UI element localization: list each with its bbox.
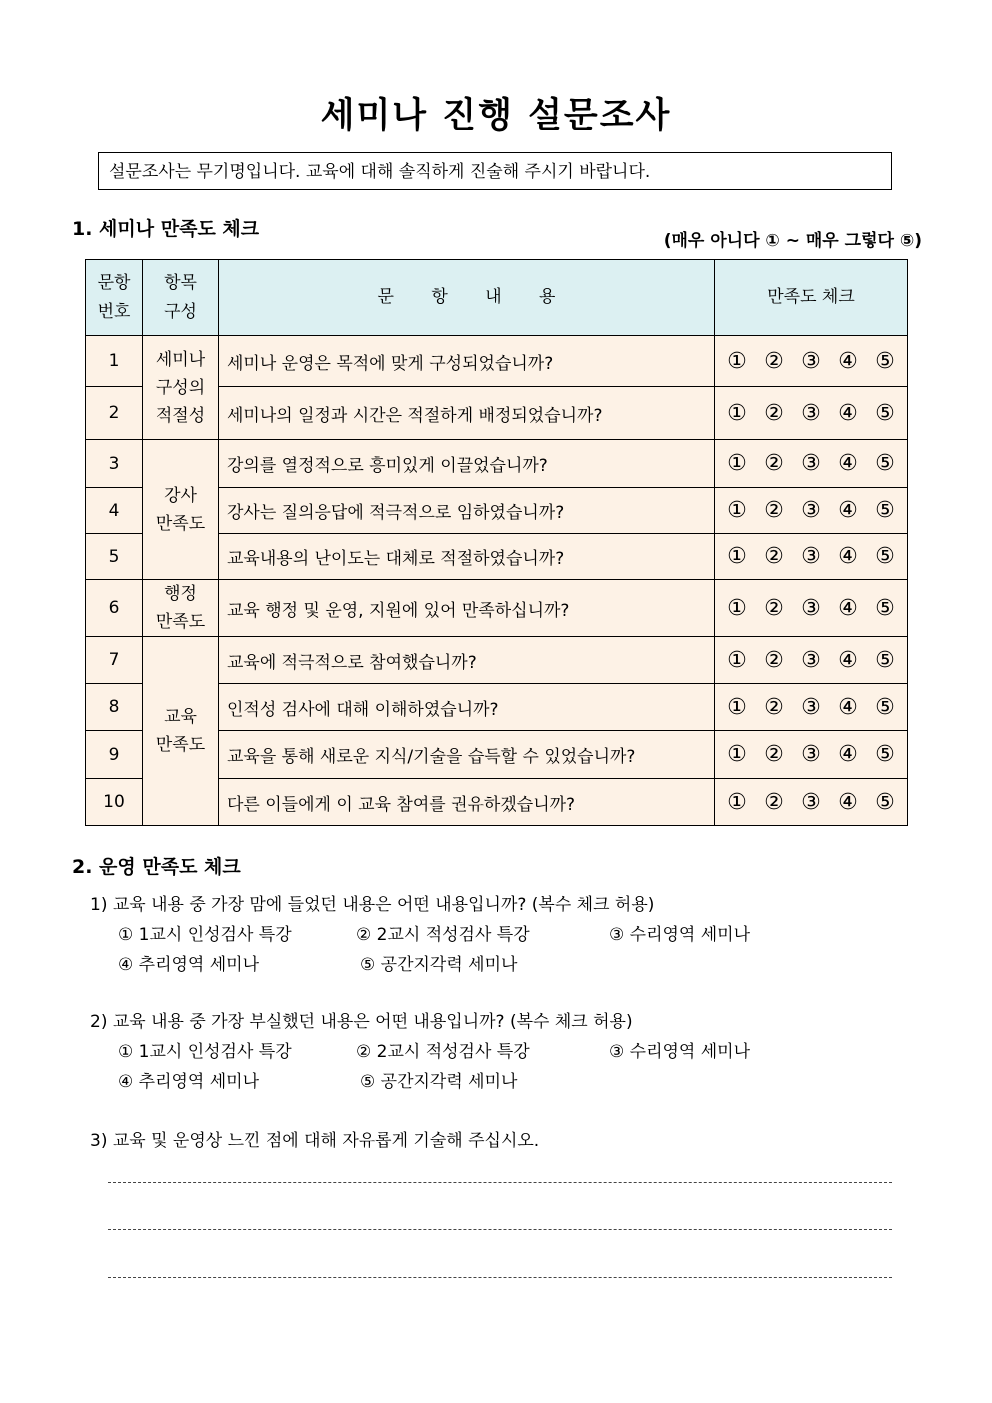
header-category bbox=[143, 260, 219, 336]
table-row bbox=[86, 637, 908, 684]
category-line: 세미나 bbox=[155, 349, 206, 370]
question-text: 교육을 통해 새로운 지식/기술을 습득할 수 있었습니까? bbox=[219, 731, 715, 779]
rating-option-1[interactable]: ① bbox=[727, 694, 747, 720]
question-number: 4 bbox=[86, 488, 143, 534]
rating-option-4[interactable]: ④ bbox=[838, 498, 858, 523]
table-row bbox=[86, 580, 908, 637]
answer-line[interactable] bbox=[108, 1277, 892, 1278]
section2-title: 2. 운영 만족도 체크 bbox=[72, 856, 241, 878]
rating-cell bbox=[715, 731, 908, 779]
rating-option-1[interactable]: ① bbox=[727, 498, 747, 523]
rating-scale-note: (매우 아니다 ① ~ 매우 그렇다 ⑤) bbox=[663, 231, 922, 251]
header-category-line: 구성 bbox=[164, 301, 197, 322]
header-category-line: 항목 bbox=[164, 272, 197, 293]
question-number: 7 bbox=[86, 637, 143, 684]
rating-option-5[interactable]: ⑤ bbox=[875, 348, 895, 374]
rating-option-2[interactable]: ② bbox=[764, 451, 784, 476]
rating-option-3[interactable]: ③ bbox=[801, 694, 821, 720]
section1-title: 1. 세미나 만족도 체크 bbox=[72, 218, 260, 240]
rating-option-5[interactable]: ⑤ bbox=[875, 742, 895, 767]
q1-option[interactable]: ① 1교시 인성검사 특강 bbox=[118, 925, 292, 945]
rating-option-4[interactable]: ④ bbox=[838, 400, 858, 426]
rating-option-3[interactable]: ③ bbox=[801, 400, 821, 426]
category-cell bbox=[143, 336, 219, 440]
category-cell bbox=[143, 580, 219, 637]
table-row bbox=[86, 336, 908, 387]
rating-option-2[interactable]: ② bbox=[764, 742, 784, 767]
q2-option[interactable]: ④ 추리영역 세미나 bbox=[118, 1072, 260, 1092]
rating-option-3[interactable]: ③ bbox=[801, 595, 821, 621]
notice-box: 설문조사는 무기명입니다. 교육에 대해 솔직하게 진술해 주시기 바랍니다. bbox=[98, 152, 892, 190]
rating-option-5[interactable]: ⑤ bbox=[875, 498, 895, 523]
question-number: 2 bbox=[86, 387, 143, 440]
category-line: 교육 bbox=[164, 707, 197, 727]
header-rating: 만족도 체크 bbox=[715, 260, 908, 336]
header-num-line: 번호 bbox=[97, 301, 131, 322]
rating-option-4[interactable]: ④ bbox=[838, 348, 858, 374]
rating-option-2[interactable]: ② bbox=[764, 400, 784, 426]
question-text: 강의를 열정적으로 흥미있게 이끌었습니까? bbox=[219, 440, 715, 488]
category-cell bbox=[143, 440, 219, 580]
q2-option[interactable]: ⑤ 공간지각력 세미나 bbox=[360, 1072, 518, 1092]
rating-option-1[interactable]: ① bbox=[727, 348, 747, 374]
rating-cell bbox=[715, 684, 908, 731]
rating-option-1[interactable]: ① bbox=[727, 789, 747, 815]
rating-option-4[interactable]: ④ bbox=[838, 595, 858, 621]
rating-option-2[interactable]: ② bbox=[764, 647, 784, 673]
rating-option-5[interactable]: ⑤ bbox=[875, 544, 895, 569]
table-header-row bbox=[86, 260, 908, 336]
question-number: 3 bbox=[86, 440, 143, 488]
rating-option-3[interactable]: ③ bbox=[801, 498, 821, 523]
q1-option[interactable]: ④ 추리영역 세미나 bbox=[118, 955, 260, 975]
rating-option-3[interactable]: ③ bbox=[801, 742, 821, 767]
question-text: 인적성 검사에 대해 이해하였습니까? bbox=[219, 684, 715, 731]
q1-option[interactable]: ② 2교시 적성검사 특강 bbox=[356, 925, 530, 945]
category-line: 적절성 bbox=[155, 405, 206, 426]
rating-option-4[interactable]: ④ bbox=[838, 694, 858, 720]
rating-option-3[interactable]: ③ bbox=[801, 348, 821, 374]
rating-cell bbox=[715, 440, 908, 488]
question-number: 10 bbox=[86, 779, 143, 826]
q2-option[interactable]: ② 2교시 적성검사 특강 bbox=[356, 1042, 530, 1062]
question-number: 1 bbox=[86, 336, 143, 387]
rating-option-2[interactable]: ② bbox=[764, 498, 784, 523]
rating-option-3[interactable]: ③ bbox=[801, 544, 821, 569]
rating-option-5[interactable]: ⑤ bbox=[875, 694, 895, 720]
q1-option[interactable]: ⑤ 공간지각력 세미나 bbox=[360, 955, 518, 975]
question-3-text: 3) 교육 및 운영상 느낀 점에 대해 자유롭게 기술해 주십시오. bbox=[90, 1131, 540, 1151]
satisfaction-table bbox=[85, 259, 908, 826]
rating-option-3[interactable]: ③ bbox=[801, 647, 821, 673]
rating-option-1[interactable]: ① bbox=[727, 451, 747, 476]
question-text: 교육에 적극적으로 참여했습니까? bbox=[219, 637, 715, 684]
category-line: 만족도 bbox=[155, 513, 206, 534]
question-text: 교육내용의 난이도는 대체로 적절하였습니까? bbox=[219, 534, 715, 580]
question-3 bbox=[90, 1126, 539, 1156]
rating-option-5[interactable]: ⑤ bbox=[875, 647, 895, 673]
rating-option-2[interactable]: ② bbox=[764, 694, 784, 720]
header-num-line: 문항 bbox=[97, 272, 131, 293]
category-cell bbox=[143, 637, 219, 826]
q2-option[interactable]: ① 1교시 인성검사 특강 bbox=[118, 1042, 292, 1062]
rating-option-5[interactable]: ⑤ bbox=[875, 789, 895, 815]
question-2 bbox=[90, 1007, 751, 1097]
category-line: 강사 bbox=[164, 485, 197, 506]
table-row bbox=[86, 440, 908, 488]
question-number: 8 bbox=[86, 684, 143, 731]
rating-option-1[interactable]: ① bbox=[727, 400, 747, 426]
rating-option-5[interactable]: ⑤ bbox=[875, 400, 895, 426]
rating-option-3[interactable]: ③ bbox=[801, 451, 821, 476]
rating-cell bbox=[715, 580, 908, 637]
rating-option-1[interactable]: ① bbox=[727, 544, 747, 569]
question-text: 세미나의 일정과 시간은 적절하게 배정되었습니까? bbox=[219, 387, 715, 440]
header-num bbox=[86, 260, 143, 336]
rating-option-1[interactable]: ① bbox=[727, 742, 747, 767]
answer-line[interactable] bbox=[108, 1229, 892, 1230]
rating-option-1[interactable]: ① bbox=[727, 595, 747, 621]
category-line: 만족도 bbox=[155, 612, 206, 632]
question-1-text: 1) 교육 내용 중 가장 맘에 들었던 내용은 어떤 내용입니까? (복수 체크 허용) bbox=[90, 895, 655, 915]
question-text: 다른 이들에게 이 교육 참여를 권유하겠습니까? bbox=[219, 779, 715, 826]
header-content-label: 문 항 내 용 bbox=[377, 287, 556, 307]
q1-option[interactable]: ③ 수리영역 세미나 bbox=[609, 925, 751, 945]
rating-option-4[interactable]: ④ bbox=[838, 544, 858, 569]
question-1 bbox=[90, 890, 751, 980]
header-content bbox=[219, 260, 715, 336]
question-text: 강사는 질의응답에 적극적으로 임하였습니까? bbox=[219, 488, 715, 534]
rating-option-4[interactable]: ④ bbox=[838, 789, 858, 815]
question-number: 9 bbox=[86, 731, 143, 779]
rating-option-2[interactable]: ② bbox=[764, 348, 784, 374]
page-title: 세미나 진행 설문조사 bbox=[320, 96, 672, 136]
rating-option-2[interactable]: ② bbox=[764, 789, 784, 815]
question-2-text: 2) 교육 내용 중 가장 부실했던 내용은 어떤 내용입니까? (복수 체크 허용) bbox=[90, 1012, 633, 1032]
rating-cell bbox=[715, 534, 908, 580]
rating-option-4[interactable]: ④ bbox=[838, 647, 858, 673]
rating-option-5[interactable]: ⑤ bbox=[875, 595, 895, 621]
question-number: 6 bbox=[86, 580, 143, 637]
rating-option-4[interactable]: ④ bbox=[838, 451, 858, 476]
rating-option-2[interactable]: ② bbox=[764, 595, 784, 621]
rating-option-4[interactable]: ④ bbox=[838, 742, 858, 767]
question-text: 교육 행정 및 운영, 지원에 있어 만족하십니까? bbox=[219, 580, 715, 637]
category-line: 만족도 bbox=[155, 735, 206, 755]
question-number: 5 bbox=[86, 534, 143, 580]
rating-cell bbox=[715, 779, 908, 826]
rating-cell bbox=[715, 336, 908, 387]
rating-option-3[interactable]: ③ bbox=[801, 789, 821, 815]
category-line: 행정 bbox=[164, 584, 197, 604]
rating-option-5[interactable]: ⑤ bbox=[875, 451, 895, 476]
rating-option-2[interactable]: ② bbox=[764, 544, 784, 569]
rating-cell bbox=[715, 488, 908, 534]
rating-cell bbox=[715, 387, 908, 440]
question-text: 세미나 운영은 목적에 맞게 구성되었습니까? bbox=[219, 336, 715, 387]
category-line: 구성의 bbox=[155, 377, 206, 398]
rating-option-1[interactable]: ① bbox=[727, 647, 747, 673]
rating-cell bbox=[715, 637, 908, 684]
q2-option[interactable]: ③ 수리영역 세미나 bbox=[609, 1042, 751, 1062]
answer-line[interactable] bbox=[108, 1182, 892, 1183]
